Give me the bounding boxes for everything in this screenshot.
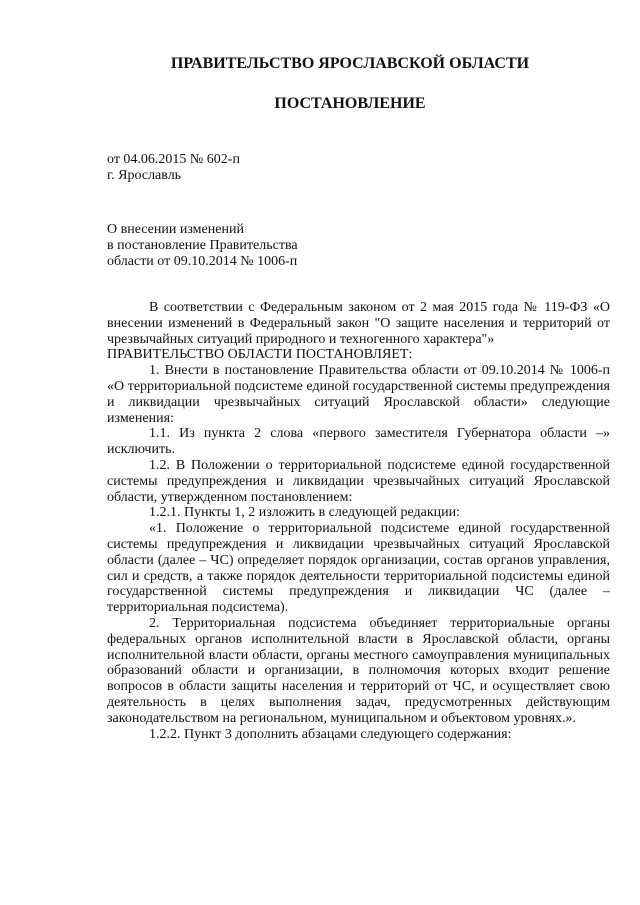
body-paragraph-resolves: ПРАВИТЕЛЬСТВО ОБЛАСТИ ПОСТАНОВЛЯЕТ: [107, 347, 413, 363]
body-paragraph-item-1-2-2: 1.2.2. Пункт 3 дополнить абзацами следующего содержания: [149, 726, 512, 742]
document-type-title: ПОСТАНОВЛЕНИЕ [274, 95, 426, 112]
document-body [107, 300, 610, 742]
date-number: от 04.06.2015 № 602-п [107, 152, 240, 167]
subject-line: области от 09.10.2014 № 1006-п [107, 254, 298, 269]
body-paragraph-item-1-1: 1.1. Из пункта 2 слова «первого заместителя Губернатора области –» исключить. [107, 426, 610, 458]
body-paragraph-quoted-1: «1. Положение о территориальной подсистеме единой государственной системы предупреждения и ликвидации чрезвычайных ситуаций Ярославской области (далее – ЧС) определяет порядок организации, состав органов управления, сил и средств, а также порядок деятельности территориальной подсистемы единой государственной системы предупреждения и ликвидации ЧС (далее – территориальная подсистема). [107, 521, 610, 616]
body-paragraph-item-1: 1. Внести в постановление Правительства области от 09.10.2014 № 1006-п «О территориальной подсистеме единой государственной системы предупреждения и ликвидации чрезвычайных ситуаций Ярославской области» следующие изменения: [107, 363, 610, 426]
body-paragraph-quoted-2: 2. Территориальная подсистема объединяет территориальные органы федеральных органов исполнительной власти в Ярославской области, органы исполнительной власти области, органы местного самоуправления муниципальных образований области и организации, в полномочия которых входит решение вопросов в области защиты населения и территорий от ЧС, и осуществляет свою деятельность в целях выполнения задач, предусмотренных действующим законодательством на региональном, муниципальном и объектовом уровнях.». [107, 615, 610, 726]
body-paragraph-preamble: В соответствии с Федеральным законом от 2 мая 2015 года № 119-ФЗ «О внесении изменений в Федеральный закон "О защите населения и территорий от чрезвычайных ситуаций природного и техногенного характера"» [107, 300, 610, 347]
government-title: ПРАВИТЕЛЬСТВО ЯРОСЛАВСКОЙ ОБЛАСТИ [170, 55, 530, 72]
body-paragraph-item-1-2: 1.2. В Положении о территориальной подсистеме единой государственной системы предупреждения и ликвидации чрезвычайных ситуаций Ярославской области, утвержденном постановлением: [107, 457, 610, 505]
body-paragraph-item-1-2-1: 1.2.1. Пункты 1, 2 изложить в следующей редакции: [149, 505, 461, 521]
subject-line: в постановление Правительства [107, 238, 298, 253]
city: г. Ярославль [107, 168, 182, 183]
subject-line: О внесении изменений [107, 222, 244, 237]
